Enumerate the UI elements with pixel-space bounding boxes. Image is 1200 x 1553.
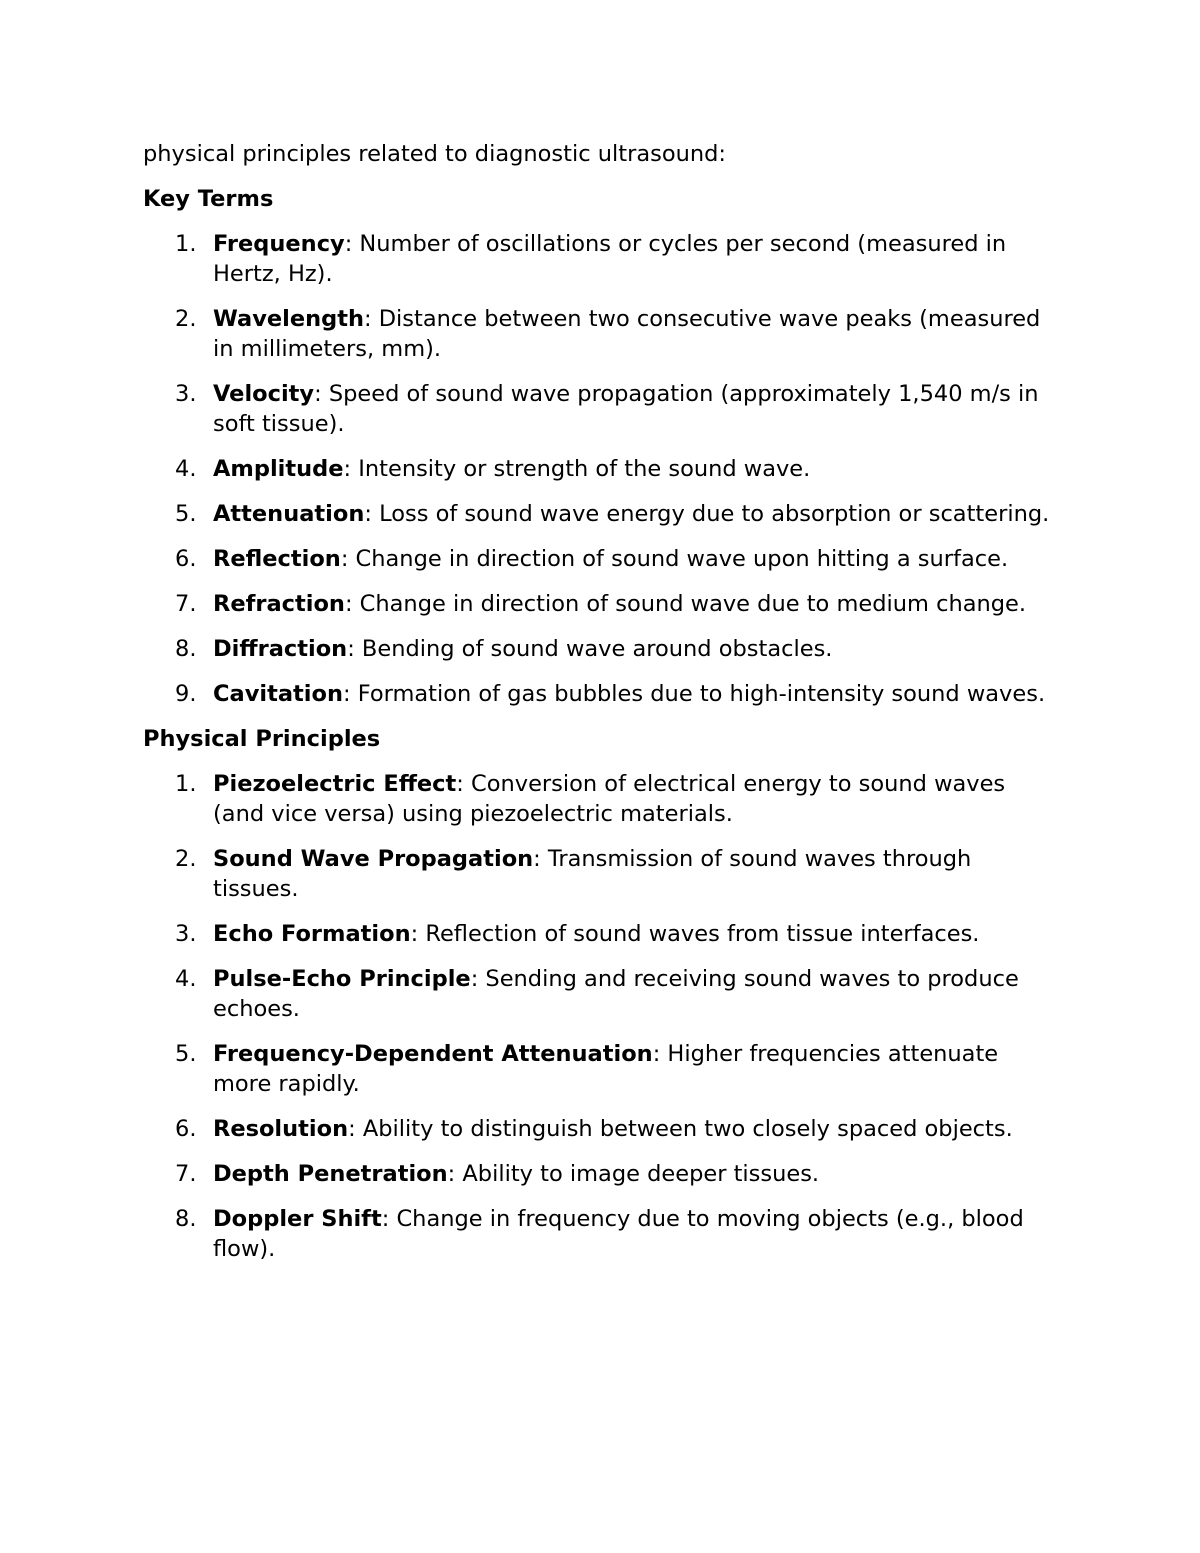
list-item — [143, 379, 1063, 439]
term-description: : Reflection of sound waves from tissue interfaces. — [410, 921, 980, 947]
term-label: Piezoelectric Effect — [213, 771, 457, 797]
list-item — [143, 769, 1063, 829]
list-number: 1. — [175, 771, 197, 797]
term-label: Echo Formation — [213, 921, 411, 947]
list-number: 5. — [175, 1041, 197, 1067]
list-item — [143, 844, 1063, 904]
term-description: : Conversion of electrical energy to sound waves (and vice versa) using piezoelectric materials. — [213, 771, 1006, 827]
term-description: : Intensity or strength of the sound wave. — [343, 456, 811, 482]
document-page — [143, 139, 1063, 1279]
term-label: Resolution — [213, 1116, 349, 1142]
list-number: 3. — [175, 921, 197, 947]
list-number: 7. — [175, 591, 197, 617]
term-description: : Ability to image deeper tissues. — [447, 1161, 820, 1187]
list-item — [143, 1159, 1063, 1189]
list-number: 1. — [175, 231, 197, 257]
list-number: 3. — [175, 381, 197, 407]
list-number: 7. — [175, 1161, 197, 1187]
list-item — [143, 634, 1063, 664]
list-number: 5. — [175, 501, 197, 527]
section-heading-physical-principles: Physical Principles — [143, 726, 381, 752]
term-description: : Ability to distinguish between two closely spaced objects. — [348, 1116, 1013, 1142]
term-description: : Loss of sound wave energy due to absorption or scattering. — [364, 501, 1050, 527]
term-label: Velocity — [213, 381, 315, 407]
list-item — [143, 1039, 1063, 1099]
list-item — [143, 589, 1063, 619]
list-item — [143, 1204, 1063, 1264]
list-item — [143, 229, 1063, 289]
term-label: Wavelength — [213, 306, 364, 332]
list-item — [143, 454, 1063, 484]
list-number: 4. — [175, 456, 197, 482]
list-number: 2. — [175, 846, 197, 872]
list-number: 4. — [175, 966, 197, 992]
term-label: Depth Penetration — [213, 1161, 448, 1187]
term-description: : Speed of sound wave propagation (approximately 1,540 m/s in soft tissue). — [213, 381, 1039, 437]
term-label: Pulse-Echo Principle — [213, 966, 471, 992]
list-number: 6. — [175, 546, 197, 572]
term-description: : Number of oscillations or cycles per second (measured in Hertz, Hz). — [213, 231, 1007, 287]
list-item — [143, 919, 1063, 949]
term-label: Refraction — [213, 591, 345, 617]
list-number: 9. — [175, 681, 197, 707]
term-label: Attenuation — [213, 501, 365, 527]
list-item — [143, 304, 1063, 364]
list-number: 6. — [175, 1116, 197, 1142]
term-label: Amplitude — [213, 456, 344, 482]
term-description: : Formation of gas bubbles due to high-intensity sound waves. — [342, 681, 1046, 707]
term-label: Diffraction — [213, 636, 348, 662]
intro-text: physical principles related to diagnostic ultrasound: — [143, 141, 726, 167]
physical-principles-list — [143, 769, 1063, 1264]
list-number: 2. — [175, 306, 197, 332]
term-description: : Sending and receiving sound waves to produce echoes. — [213, 966, 1019, 1022]
term-label: Reflection — [213, 546, 341, 572]
term-description: : Bending of sound wave around obstacles. — [347, 636, 833, 662]
list-item — [143, 544, 1063, 574]
term-description: : Transmission of sound waves through tissues. — [213, 846, 972, 902]
term-label: Frequency — [213, 231, 345, 257]
list-number: 8. — [175, 636, 197, 662]
term-label: Frequency-Dependent Attenuation — [213, 1041, 653, 1067]
term-label: Sound Wave Propagation — [213, 846, 534, 872]
term-description: : Change in direction of sound wave upon hitting a surface. — [340, 546, 1009, 572]
key-terms-list — [143, 229, 1063, 709]
list-item — [143, 1114, 1063, 1144]
list-item — [143, 679, 1063, 709]
list-item — [143, 964, 1063, 1024]
term-description: : Change in direction of sound wave due to medium change. — [344, 591, 1027, 617]
list-item — [143, 499, 1063, 529]
term-label: Cavitation — [213, 681, 343, 707]
list-number: 8. — [175, 1206, 197, 1232]
term-label: Doppler Shift — [213, 1206, 382, 1232]
section-heading-key-terms: Key Terms — [143, 186, 274, 212]
term-description: : Higher frequencies attenuate more rapidly. — [213, 1041, 999, 1097]
term-description: : Change in frequency due to moving objects (e.g., blood flow). — [213, 1206, 1024, 1262]
term-description: : Distance between two consecutive wave peaks (measured in millimeters, mm). — [213, 306, 1041, 362]
